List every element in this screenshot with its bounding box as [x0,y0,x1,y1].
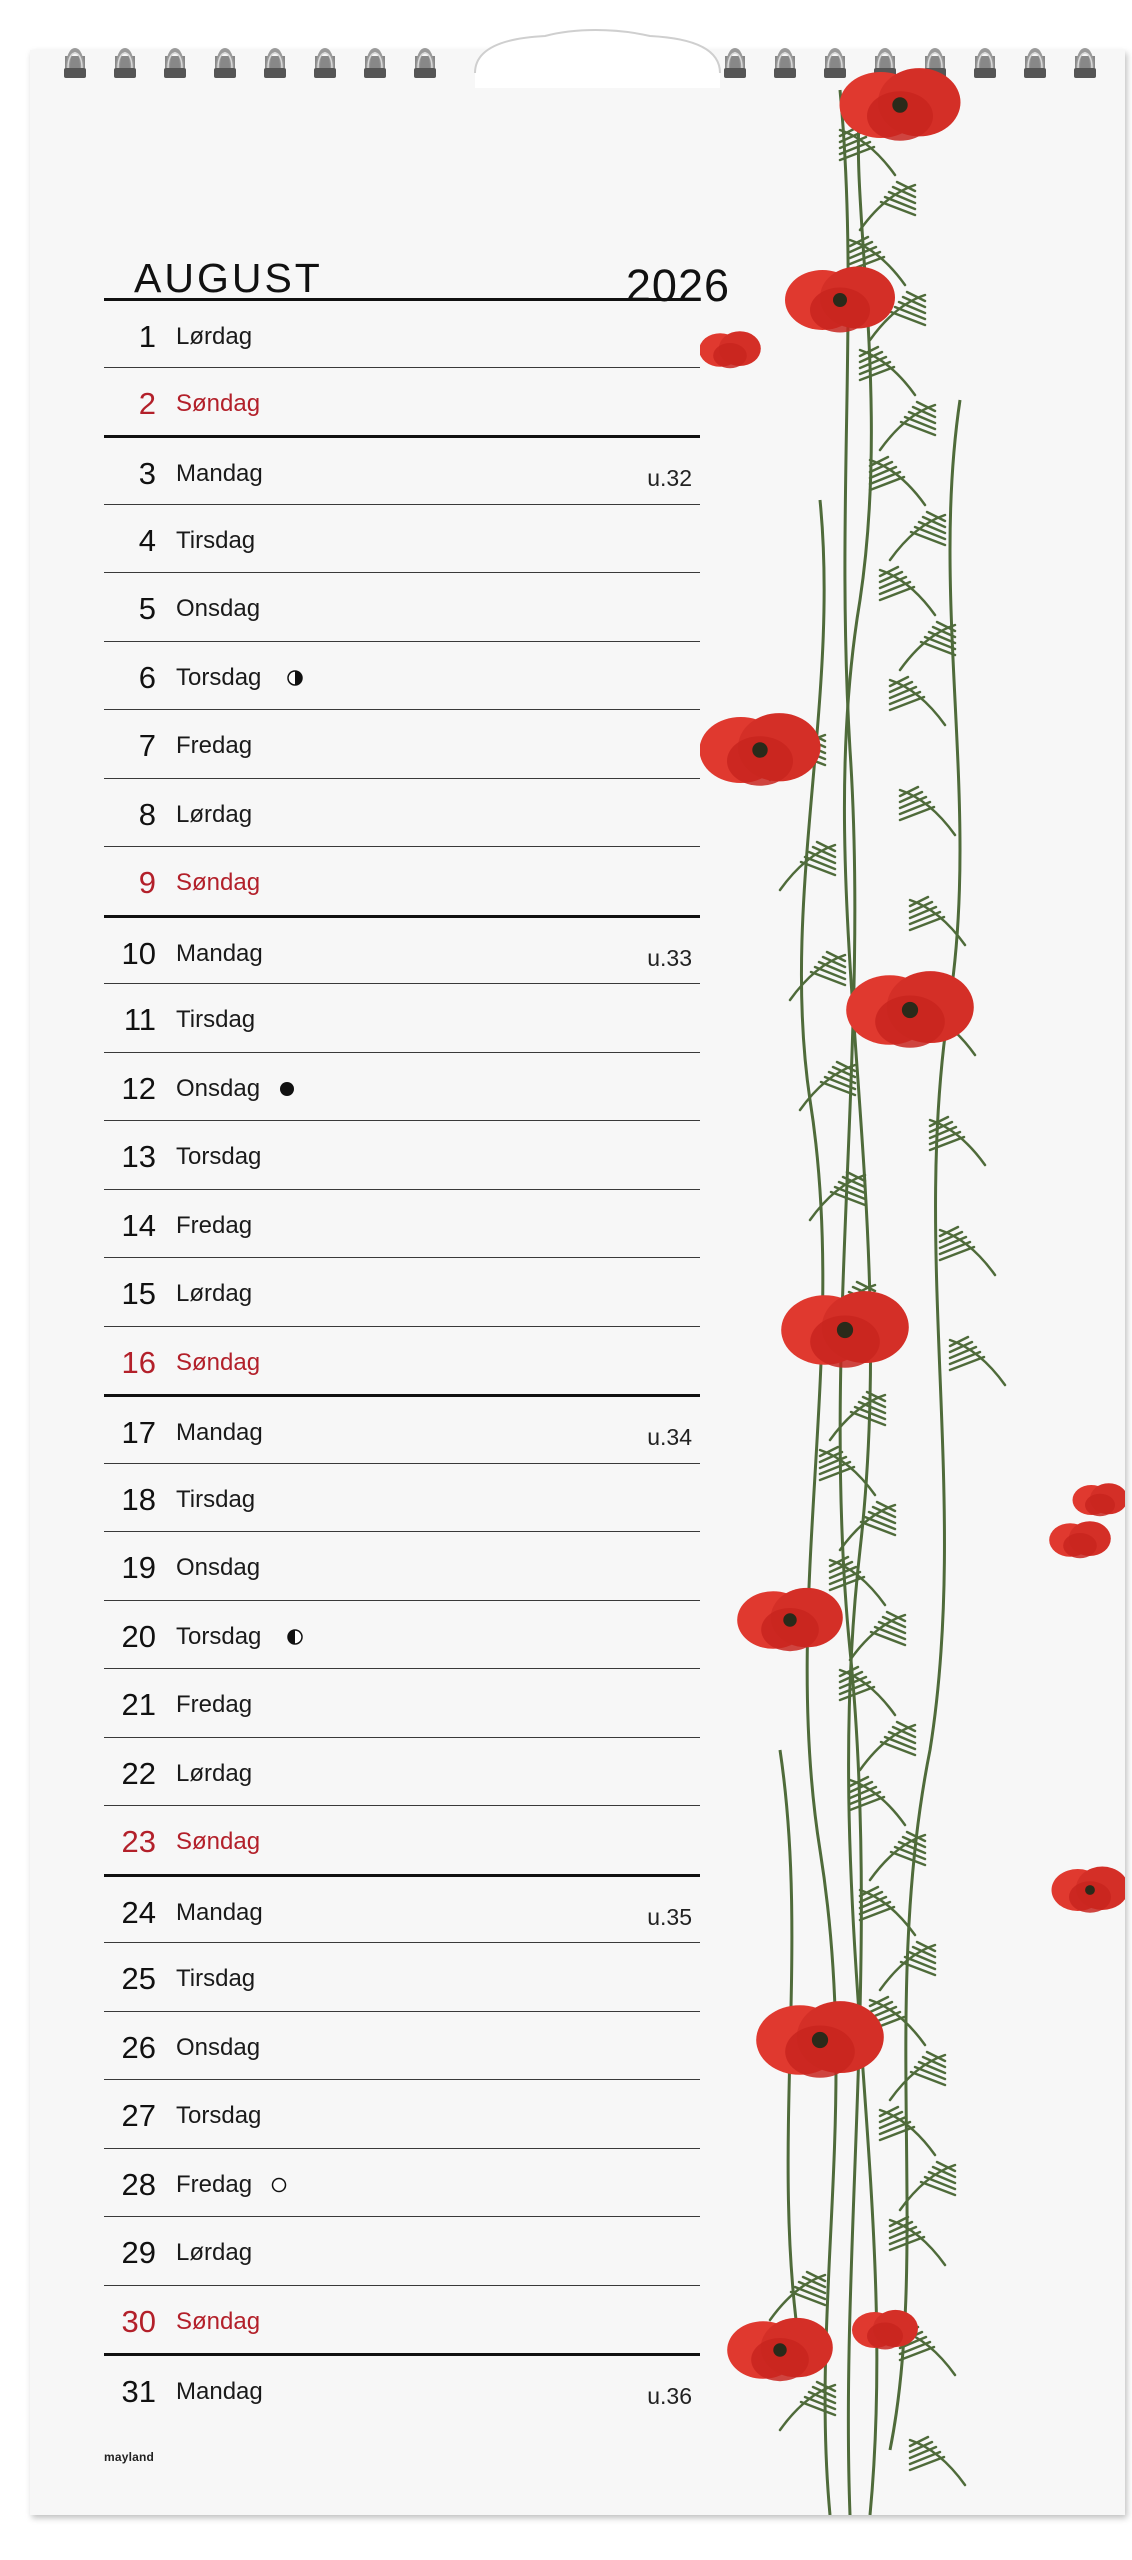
day-row[interactable] [104,778,700,847]
binding-ring [412,38,438,84]
full-moon-icon [270,2176,288,2194]
day-name: Tirsdag [176,526,256,554]
day-number: 22 [121,1755,156,1791]
day-number: 10 [121,935,156,971]
day-row[interactable] [104,1874,700,1943]
day-row[interactable] [104,1189,700,1258]
poppy-leaf [850,1777,905,1825]
day-row[interactable] [104,572,700,641]
week-number: u.33 [647,944,692,971]
day-number: 27 [121,2098,156,2133]
day-name: Søndag [176,389,261,417]
day-row[interactable] [104,1257,700,1326]
binding-ring [262,38,288,84]
day-number: 9 [138,865,156,900]
day-number: 28 [121,2166,156,2202]
year-title: 2026 [625,260,730,311]
week-number: u.34 [647,1424,692,1450]
day-name: Onsdag [176,2033,261,2061]
day-number: 6 [138,659,156,695]
poppy-leaf [930,1117,985,1165]
day-number: 23 [121,1824,156,1859]
poppy-leaf [860,182,915,230]
day-row[interactable] [104,1052,700,1121]
day-number: 11 [123,1002,156,1037]
poppy-petal [1085,1494,1115,1517]
poppy-leaf [890,512,945,560]
day-row[interactable] [104,2079,700,2148]
day-number: 20 [121,1618,156,1654]
day-number: 26 [121,2029,156,2065]
day-number: 7 [138,728,156,763]
month-title: AUGUST [134,255,323,301]
first-quarter-moon-icon [286,1628,304,1646]
day-row[interactable] [104,1942,700,2011]
poppy-leaf [860,1887,915,1935]
day-row[interactable] [104,709,700,778]
day-row[interactable] [104,2216,700,2285]
day-row[interactable] [104,1394,700,1463]
day-row[interactable] [104,1463,700,1532]
day-row[interactable] [104,2285,700,2354]
day-row[interactable] [104,1326,700,1395]
day-row[interactable] [104,2148,700,2217]
poppy-leaf [890,2217,945,2265]
day-number: 30 [121,2303,156,2339]
day-row[interactable] [104,2011,700,2080]
binding-ring [362,38,388,84]
week-number: u.32 [647,465,692,491]
day-name: Fredag [176,2170,253,2198]
poppy-leaf [880,402,935,450]
binding-ring [162,38,188,84]
day-row[interactable] [104,1531,700,1600]
day-name: Fredag [176,1211,253,1239]
poppy-leaf [830,1392,885,1440]
day-number: 31 [121,2374,156,2409]
day-number: 29 [121,2235,156,2270]
day-row[interactable] [104,641,700,710]
poppy-leaf [870,457,925,505]
day-name: Mandag [176,939,263,967]
day-name: Søndag [176,1348,261,1376]
week-number: u.36 [647,2383,692,2409]
poppy-center [837,1322,853,1338]
day-row[interactable] [104,504,700,573]
day-name: Tirsdag [176,1485,256,1513]
day-row[interactable] [104,1668,700,1737]
hanger-hook [465,18,730,118]
poppy-center [773,2343,786,2356]
binding-rings-left [62,38,462,88]
day-name: Lørdag [176,2239,253,2266]
binding-ring [312,38,338,84]
day-number: 18 [121,1481,156,1517]
day-number: 13 [121,1139,156,1174]
day-name: Torsdag [176,663,262,691]
day-name: Mandag [176,2378,263,2405]
poppy-center [1085,1885,1095,1895]
day-row[interactable] [104,983,700,1052]
day-row[interactable] [104,1805,700,1874]
day-name: Tirsdag [176,1006,256,1033]
poppy-center [833,293,847,307]
day-name: Mandag [176,1419,263,1446]
poppy-leaf [890,677,945,725]
poppy-leaf [790,952,845,1000]
poppy-leaf [950,1337,1005,1385]
day-list [104,298,700,2422]
day-number: 21 [121,1687,156,1722]
day-name: Søndag [176,1828,261,1855]
day-name: Lørdag [176,323,253,350]
poppy-leaf [770,2272,825,2320]
day-number: 3 [138,456,156,491]
day-number: 16 [121,1344,156,1380]
poppy-leaf [890,2052,945,2100]
day-name: Torsdag [176,1143,262,1170]
poppy-leaf [910,2437,965,2485]
day-name: Mandag [176,1898,263,1926]
poppy-center [783,1613,796,1626]
day-name: Fredag [176,1691,253,1718]
poppy-leaf [870,1832,925,1880]
poppy-petal [867,2323,903,2350]
day-number: 14 [121,1207,156,1243]
day-number: 4 [138,522,156,558]
day-row[interactable] [104,915,700,984]
day-number: 24 [121,1894,156,1930]
poppy-center [752,742,767,757]
poppy-center [812,2032,828,2048]
day-name: Lørdag [176,800,253,828]
day-name: Torsdag [176,2102,262,2129]
poppy-leaf [860,347,915,395]
poppy-center [902,1002,918,1018]
day-number: 25 [121,1961,156,1996]
poppy-leaf [850,1612,905,1660]
day-number: 12 [121,1070,156,1106]
day-name: Søndag [176,2307,261,2335]
day-row[interactable] [104,1737,700,1806]
day-name: Tirsdag [176,1965,256,1992]
poppy-petal [1063,1533,1097,1558]
brand-logo: mayland [104,2450,155,2464]
day-row[interactable] [104,367,700,436]
day-row[interactable] [104,1120,700,1189]
poppy-center [892,97,907,112]
poppy-leaf [940,1227,995,1275]
poppy-petal [713,343,747,368]
day-row[interactable] [104,435,700,504]
day-name: Onsdag [176,595,261,622]
day-name: Fredag [176,732,253,759]
day-number: 2 [138,385,156,421]
day-number: 17 [121,1415,156,1450]
poppy-stem [801,500,836,2515]
binding-ring [112,38,138,84]
day-number: 1 [138,319,156,354]
day-name: Mandag [176,460,263,487]
day-number: 5 [138,591,156,626]
poppy-leaf [860,1722,915,1770]
binding-ring [212,38,238,84]
day-name: Torsdag [176,1622,262,1650]
poppy-leaf [900,622,955,670]
new-moon-icon [278,1080,296,1098]
poppy-illustration [700,50,1125,2515]
day-row[interactable] [104,2353,700,2422]
day-row[interactable] [104,298,700,367]
poppy-leaf [900,787,955,835]
day-name: Onsdag [176,1554,261,1581]
poppy-leaf [880,567,935,615]
day-name: Søndag [176,869,261,896]
day-number: 15 [121,1276,156,1311]
week-number: u.35 [647,1903,692,1930]
day-row[interactable] [104,1600,700,1669]
day-name: Lørdag [176,1280,253,1307]
poppy-leaf [840,1502,895,1550]
day-number: 19 [121,1550,156,1585]
day-name: Lørdag [176,1759,253,1787]
last-quarter-moon-icon [286,669,304,687]
day-name: Onsdag [176,1074,261,1102]
day-number: 8 [138,796,156,832]
binding-ring [62,38,88,84]
day-row[interactable] [104,846,700,915]
